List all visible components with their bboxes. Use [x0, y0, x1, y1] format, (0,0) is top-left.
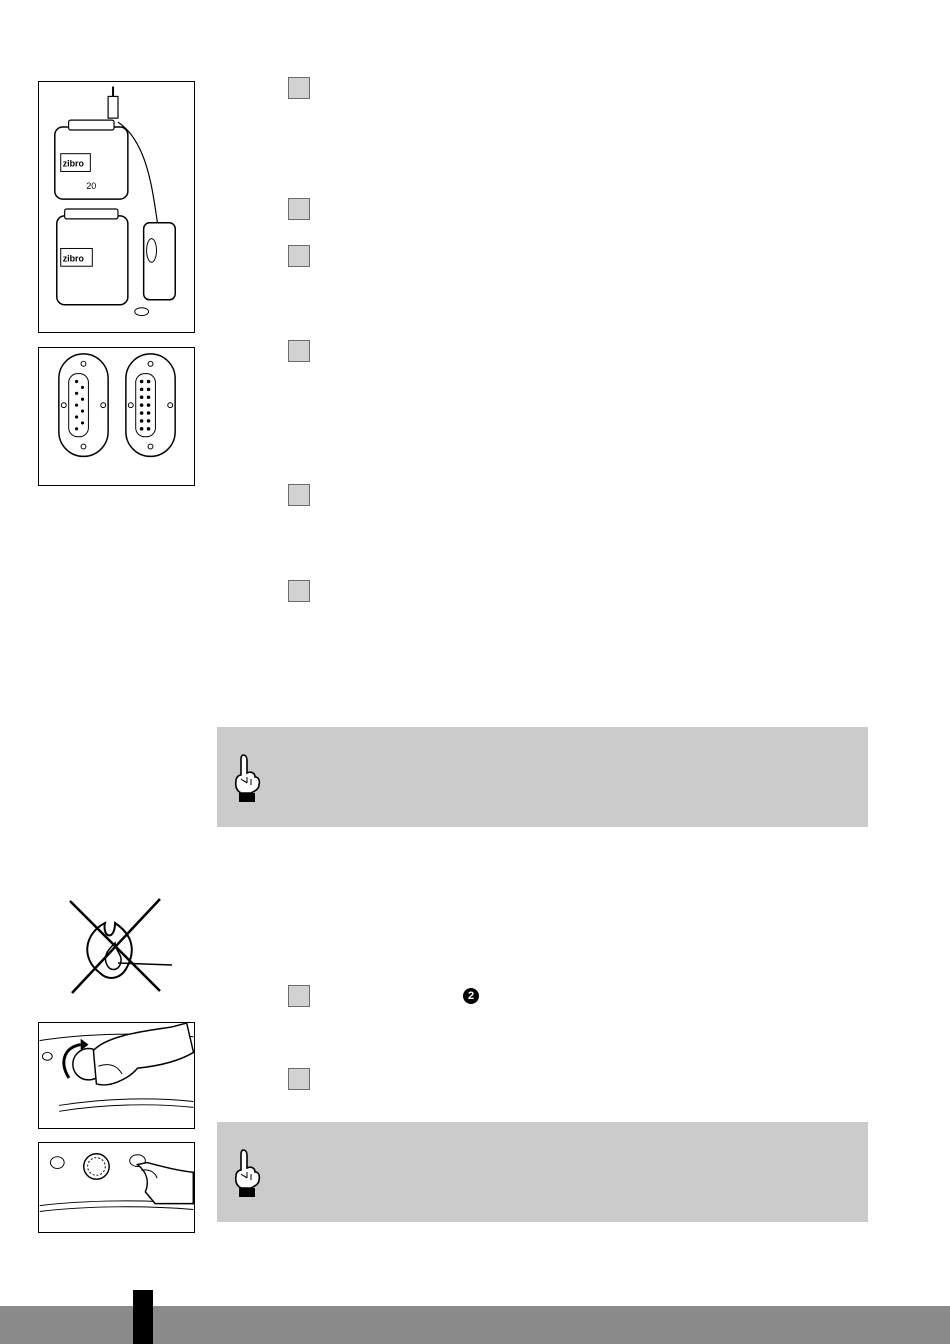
pointing-hand-icon — [233, 1148, 261, 1198]
knob-turn-illustration — [39, 1023, 194, 1128]
button-press-figure — [38, 1142, 195, 1233]
knob-turn-figure — [38, 1022, 195, 1129]
note-box-1 — [217, 727, 868, 827]
reference-marker-badge: 2 — [463, 988, 479, 1004]
wick-holes-illustration — [39, 348, 194, 485]
footer-tab — [133, 1290, 153, 1344]
step-box-8 — [288, 1068, 310, 1090]
svg-text:zibro: zibro — [62, 253, 84, 264]
step-box-2 — [288, 198, 310, 220]
step-box-3 — [288, 245, 310, 267]
pointing-hand-icon — [233, 753, 261, 803]
step-box-1 — [288, 77, 310, 99]
canister-brand-label: zibro — [62, 158, 84, 169]
canister-volume-label: 20 — [86, 181, 97, 192]
no-flame-figure — [60, 893, 175, 997]
wick-holes-figure — [38, 347, 195, 486]
fuel-canisters-illustration — [39, 82, 194, 332]
step-box-7 — [288, 985, 310, 1007]
button-press-illustration — [39, 1143, 194, 1232]
note-box-2 — [217, 1122, 868, 1222]
step-box-5 — [288, 484, 310, 506]
step-box-6 — [288, 580, 310, 602]
step-box-4 — [288, 340, 310, 362]
fuel-canisters-figure — [38, 81, 195, 333]
no-flame-icon — [60, 893, 175, 997]
